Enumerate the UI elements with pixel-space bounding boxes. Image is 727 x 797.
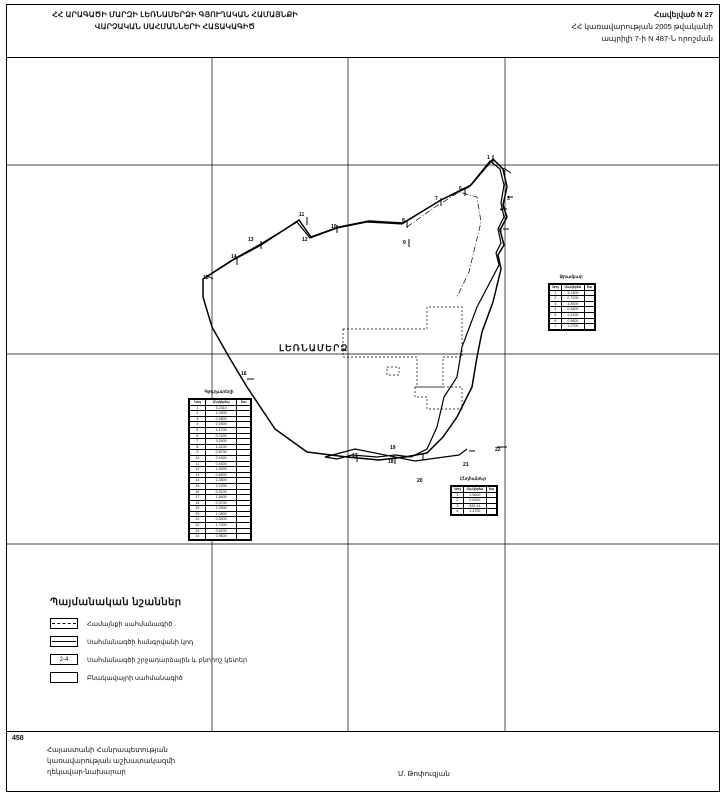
data-table-cell: 3	[550, 301, 562, 307]
footer-left-line-1: Հայաստանի Հանրապետության	[47, 747, 168, 754]
boundary-node-label: 9	[403, 240, 406, 246]
data-table-cell: 3	[452, 503, 464, 509]
data-table-header-cell: հա	[237, 400, 251, 406]
data-table-header-cell: Կոդ	[452, 487, 464, 493]
data-table-cell: 21	[190, 517, 206, 523]
header-left-line-1: ՀՀ ԱՐԱԳԱԾԻ ՄԱՐԶԻ ԼԵՌՆԱՄԵՐՁԻ ԳՅՈՒՂԱԿԱՆ ՀԱՄԱՅՆՔԻ	[52, 10, 298, 19]
data-table-cell: 0.5400	[205, 517, 237, 523]
data-table-cell: 3.1400	[561, 290, 584, 296]
data-table-cell: 832.14	[463, 503, 486, 509]
boundary-node-label: 13	[248, 237, 254, 243]
data-table-header-cell: Կոդ	[190, 400, 206, 406]
document-header-right	[463, 9, 713, 45]
data-table-cell: 13	[190, 472, 206, 478]
legend-item-label: Սահմանագծի շրջադարձային և բնորոշ կետեր	[87, 656, 248, 664]
data-table-cell: 10	[190, 455, 206, 461]
data-table-cell: 16	[190, 489, 206, 495]
data-table-cell: 0.4600	[561, 307, 584, 313]
boundary-node-label: 16	[241, 371, 247, 377]
footer-signatory-title	[47, 745, 307, 778]
data-table-cell: 1	[190, 405, 206, 411]
data-table-cell: 24	[190, 534, 206, 540]
data-table-cell: 3.2900	[205, 439, 237, 445]
legend-item	[50, 672, 350, 683]
data-table-cell: 20	[190, 511, 206, 517]
data-table-cell: 22	[190, 523, 206, 529]
data-table-cell: 11	[190, 461, 206, 467]
footer-left-line-2: կառավարության աշխատակազմի	[47, 758, 176, 765]
legend-swatch-plain	[50, 672, 78, 683]
annex-number: Հավելված N 27	[654, 10, 713, 19]
data-table-cell: 0.8200	[205, 528, 237, 534]
boundary-node-label: 6	[459, 186, 462, 192]
boundary-node-label: 11	[299, 212, 305, 218]
community-label: ԼԵՌՆԱՄԵՐՁ	[279, 343, 349, 353]
data-table	[188, 398, 252, 541]
data-table-cell: 2	[452, 498, 464, 504]
data-table-cell: 1.9200	[205, 467, 237, 473]
data-table-cell: 0.9100	[205, 489, 237, 495]
data-table-cell: 1.5600	[205, 495, 237, 501]
data-table-header-cell: Կոդ	[550, 285, 562, 291]
decision-line-1: ՀՀ կառավարության 2005 թվականի	[571, 22, 713, 31]
data-table-caption: Ընդհանուր	[459, 476, 487, 481]
data-table-cell: 2.4500	[205, 422, 237, 428]
data-table-cell: 6	[550, 318, 562, 324]
boundary-node-label: 21	[463, 462, 469, 468]
legend-item-label: Սահմանագծի հանգրվանի կոդ	[87, 638, 194, 646]
data-table-cell: 1	[550, 290, 562, 296]
legend	[50, 597, 350, 707]
boundary-node-label: 7	[435, 196, 438, 202]
data-table-cell: 19	[190, 506, 206, 512]
data-table-cell: 23	[190, 528, 206, 534]
boundary-node-label: 19	[390, 445, 396, 451]
data-table-header-cell: Մակերես	[463, 487, 486, 493]
data-table-cell: 1.0800	[205, 511, 237, 517]
data-table-cell: 2.3100	[561, 312, 584, 318]
data-table-cell: 1.4100	[205, 444, 237, 450]
boundary-node-label: 1	[487, 155, 490, 161]
data-table-cell: 1.8500	[561, 301, 584, 307]
data-table-cell: 2.2900	[205, 506, 237, 512]
data-table-header-cell: Մակերես	[205, 400, 237, 406]
boundary-node-label: 20	[417, 478, 423, 484]
boundary-node-label: 4	[500, 207, 503, 213]
data-table	[548, 283, 596, 331]
table-row	[550, 324, 595, 330]
data-table-cell: 5	[550, 312, 562, 318]
data-table-cell: 0.7200	[561, 296, 584, 302]
page-number: 458	[12, 735, 24, 742]
data-table-cell: 1.2700	[561, 324, 584, 330]
legend-item-label: Բնակավայրի սահմանագիծ	[87, 674, 183, 682]
boundary-node-label: 12	[302, 237, 308, 243]
data-table-cell: 5	[190, 427, 206, 433]
data-table-cell: 7	[190, 439, 206, 445]
legend-item	[50, 636, 350, 647]
legend-item	[50, 654, 350, 665]
data-table-cell: 2.1600	[205, 455, 237, 461]
boundary-node-label: 22	[495, 447, 501, 453]
data-table-cell: 0.6300	[463, 498, 486, 504]
legend-item-label: Համայնքի սահմանագիծ .	[87, 620, 176, 628]
legend-swatch-lbl: 2-4	[50, 654, 78, 665]
document-header-left	[10, 9, 340, 33]
data-table-cell: 4	[452, 509, 464, 515]
data-table-cell: 18	[190, 500, 206, 506]
data-table-cell: 14	[190, 478, 206, 484]
data-table-cell	[237, 534, 251, 540]
data-table-caption: Գյուղատեղի	[204, 389, 234, 394]
boundary-node-label: 2	[503, 168, 506, 174]
data-table-cell: 0.2800	[205, 416, 237, 422]
data-table-cell: 0.7400	[205, 433, 237, 439]
footer-divider	[7, 731, 720, 732]
data-table-cell: 7	[550, 324, 562, 330]
settlement-boundary	[343, 307, 462, 409]
internal-dash-dot-line	[407, 192, 481, 297]
data-table-cell: 2	[550, 296, 562, 302]
data-table-header-cell: Մակերես	[561, 285, 584, 291]
data-table-caption: Ջրամբար	[559, 274, 583, 279]
legend-swatch-dash	[50, 618, 78, 629]
data-table-cell	[585, 324, 595, 330]
data-table-cell: 17	[190, 495, 206, 501]
data-table-cell: 5.2310	[205, 405, 237, 411]
data-table-cell: 1.7300	[205, 523, 237, 529]
legend-item	[50, 618, 350, 629]
boundary-node-label: 15	[203, 275, 209, 281]
data-table-cell: 0.3700	[205, 500, 237, 506]
data-table-cell: 1.0400	[205, 411, 237, 417]
data-table-cell: 0.4300	[205, 461, 237, 467]
boundary-node-label: 18	[388, 459, 394, 465]
data-table-cell: 2.7400	[205, 483, 237, 489]
legend-title: Պայմանական նշաններ	[50, 597, 182, 608]
data-table-cell: 1.4700	[463, 509, 486, 515]
data-table-cell: 2.5600	[463, 492, 486, 498]
data-table-cell: 0.9800	[561, 318, 584, 324]
data-table-cell: 9	[190, 450, 206, 456]
data-table-cell	[487, 509, 497, 515]
data-table-header-cell: հա	[487, 487, 497, 493]
data-table-cell: 1.1700	[205, 427, 237, 433]
data-table-cell: 12	[190, 467, 206, 473]
data-table-cell: 4	[190, 422, 206, 428]
header-left-line-2: ՎԱՐՉԱԿԱՆ ՍԱՀՄԱՆՆԵՐԻ ՀԱՏԱԿԱԳԻԾ	[94, 22, 256, 31]
boundary-node-label: 3	[507, 196, 510, 202]
boundary-node-label: 14	[231, 254, 237, 260]
data-table	[450, 485, 498, 516]
data-table-header-cell: հա	[585, 285, 595, 291]
table-row	[190, 534, 251, 540]
table-row	[452, 509, 497, 515]
data-table-cell: 2.9600	[205, 534, 237, 540]
boundary-node-label: 5	[499, 228, 502, 234]
data-table-cell: 0.6500	[205, 472, 237, 478]
node-ticks	[206, 155, 513, 464]
data-table-cell: 15	[190, 483, 206, 489]
legend-swatch-solidline	[50, 636, 78, 647]
footer-signatory-name: Մ. Թոփուզյան	[398, 771, 450, 778]
data-table-cell: 4	[550, 307, 562, 313]
boundary-node-label: 17	[352, 453, 358, 459]
data-table-cell: 2	[190, 411, 206, 417]
data-table-cell: 8	[190, 444, 206, 450]
legend-rows	[50, 618, 350, 683]
boundary-node-label: 8	[402, 218, 405, 224]
data-table-cell: 0.8700	[205, 450, 237, 456]
boundary-node-label: 10	[331, 224, 337, 230]
decision-line-2: ապրիլի 7-ի N 487-Ն որոշման	[601, 34, 713, 43]
data-table-cell: 3	[190, 416, 206, 422]
footer-left-line-3: ղեկավար-նախարար	[47, 769, 126, 776]
data-table-cell: 6	[190, 433, 206, 439]
data-table-cell: 1	[452, 492, 464, 498]
data-table-cell: 1.3800	[205, 478, 237, 484]
